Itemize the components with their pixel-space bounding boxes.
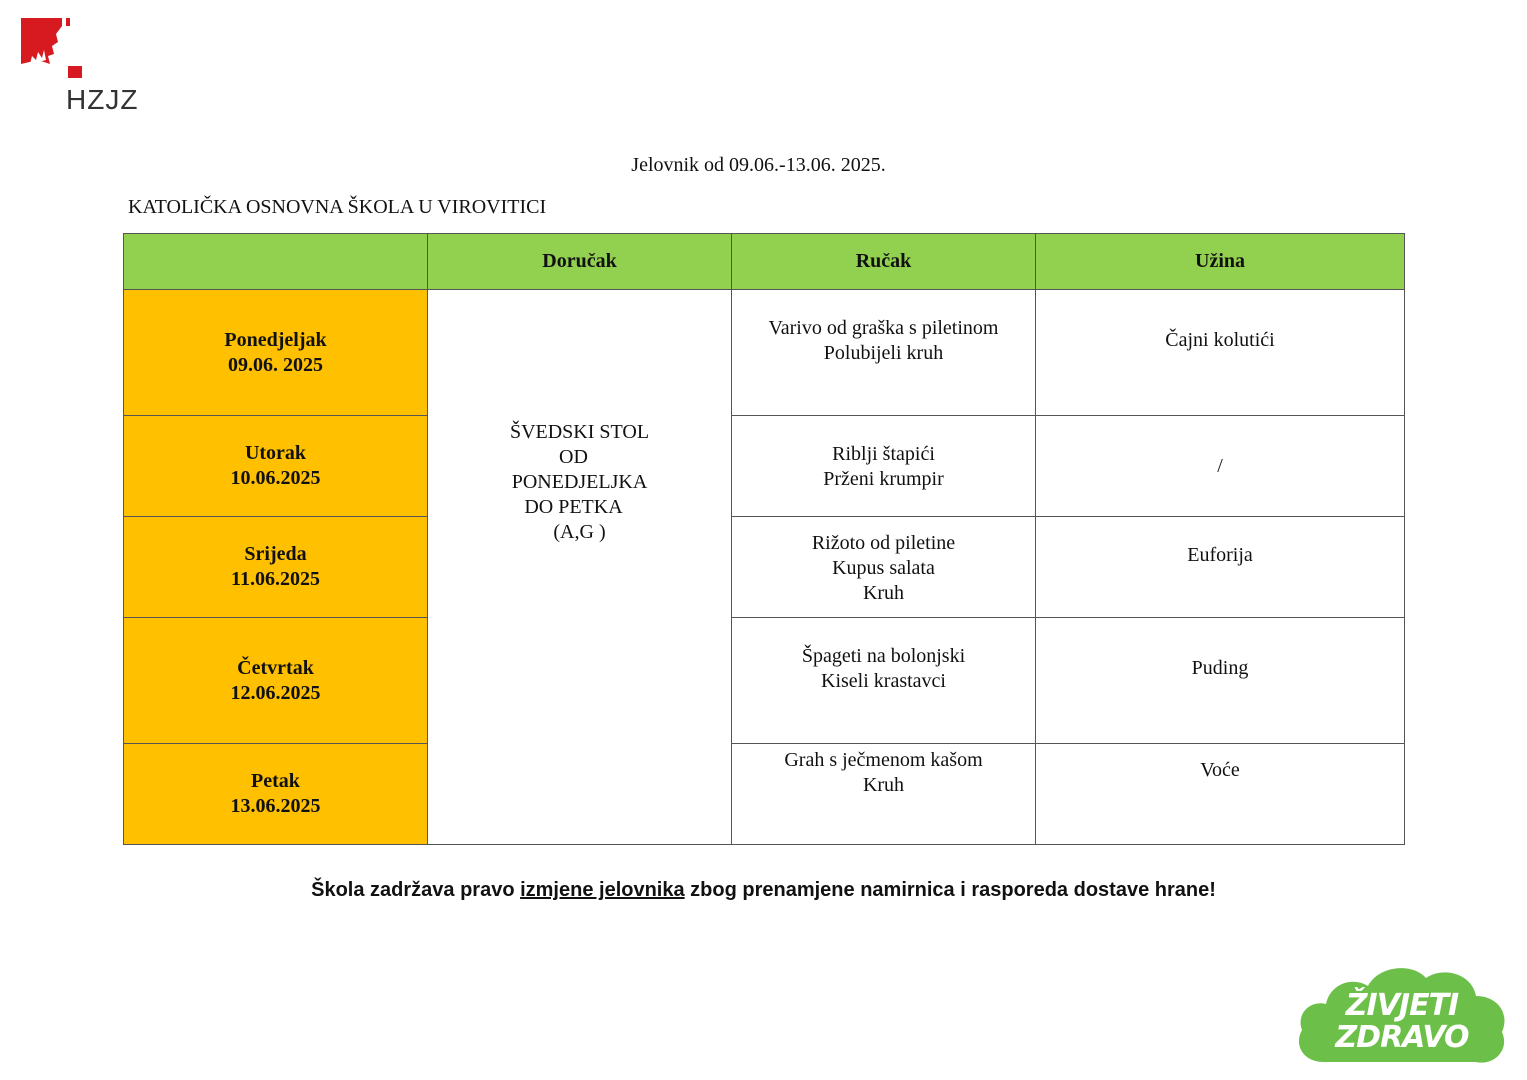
table-row xyxy=(124,517,1405,618)
breakfast-line: ŠVEDSKI STOL xyxy=(509,420,650,443)
day-cell xyxy=(124,290,428,416)
day-name: Četvrtak xyxy=(237,656,314,679)
lunch-line: Špageti na bolonjski xyxy=(801,645,966,667)
breakfast-cell xyxy=(428,290,732,845)
hzjz-logo xyxy=(18,16,148,116)
table-row xyxy=(124,416,1405,517)
school-name: KATOLIČKA OSNOVNA ŠKOLA U VIROVITICI xyxy=(128,196,547,218)
day-name: Petak xyxy=(251,770,300,792)
header-breakfast: Doručak xyxy=(428,234,732,290)
day-cell xyxy=(124,618,428,744)
notice-before: Škola zadržava pravo xyxy=(311,879,521,901)
snack-cell xyxy=(1036,517,1405,618)
day-cell xyxy=(124,416,428,517)
badge-text xyxy=(1294,990,1510,1054)
day-date: 09.06. 2025 xyxy=(228,353,323,376)
snack-cell xyxy=(1036,618,1405,744)
zivjeti-zdravo-badge xyxy=(1294,962,1510,1072)
day-name: Srijeda xyxy=(244,543,307,565)
lunch-line: Prženi krumpir xyxy=(823,468,944,490)
snack-cell xyxy=(1036,744,1405,845)
breakfast-line: OD xyxy=(559,445,588,468)
day-date: 13.06.2025 xyxy=(230,795,321,817)
lunch-line: Polubijeli kruh xyxy=(823,342,944,364)
notice-underlined: izmjene jelovnika xyxy=(520,879,685,901)
snack-text: Voće xyxy=(1200,759,1240,781)
snack-text: Čajni kolutići xyxy=(1165,329,1275,351)
day-cell xyxy=(124,517,428,618)
notice-after: zbog prenamjene namirnica i rasporeda dostave hrane! xyxy=(684,879,1216,901)
lunch-line: Riblji štapići xyxy=(832,443,935,465)
day-date: 11.06.2025 xyxy=(231,568,320,590)
day-name: Ponedjeljak xyxy=(224,328,327,351)
day-date: 12.06.2025 xyxy=(230,681,321,704)
badge-line2: ZDRAVO xyxy=(1335,1020,1469,1055)
snack-text: / xyxy=(1217,455,1223,477)
day-date: 10.06.2025 xyxy=(230,467,321,489)
lunch-cell xyxy=(732,416,1036,517)
lunch-line: Grah s ječmenom kašom xyxy=(784,749,983,771)
lunch-cell xyxy=(732,744,1036,845)
day-cell xyxy=(124,744,428,845)
table-row xyxy=(124,618,1405,744)
breakfast-line: (A,G ) xyxy=(553,520,606,543)
header-snack: Užina xyxy=(1036,234,1405,290)
lunch-line: Rižoto od piletine xyxy=(811,532,956,554)
breakfast-line: PONEDJELJKA xyxy=(511,470,648,493)
lunch-line: Kupus salata xyxy=(832,557,935,579)
snack-cell xyxy=(1036,290,1405,416)
lunch-cell xyxy=(732,618,1036,744)
breakfast-line: DO PETKA xyxy=(524,495,623,518)
header-empty xyxy=(124,234,428,290)
lunch-line: Kruh xyxy=(862,582,905,604)
lunch-cell xyxy=(732,517,1036,618)
menu-notice xyxy=(0,879,1527,902)
snack-text: Puding xyxy=(1191,657,1249,679)
snack-cell xyxy=(1036,416,1405,517)
menu-title: Jelovnik od 09.06.-13.06. 2025. xyxy=(631,154,886,176)
table-row xyxy=(124,290,1405,416)
lunch-line: Varivo od graška s piletinom xyxy=(768,317,999,339)
snack-text: Euforija xyxy=(1187,544,1253,566)
lunch-line: Kiseli krastavci xyxy=(821,670,946,692)
badge-line1: ŽIVJETI xyxy=(1345,988,1459,1023)
menu-table xyxy=(123,233,1405,845)
day-name: Utorak xyxy=(244,442,307,464)
hzjz-logo-icon xyxy=(18,16,88,80)
lunch-cell xyxy=(732,290,1036,416)
header-row xyxy=(124,234,1405,290)
header-lunch: Ručak xyxy=(732,234,1036,290)
table-row xyxy=(124,744,1405,845)
lunch-line: Kruh xyxy=(862,774,905,796)
hzjz-logo-text: HZJZ xyxy=(66,84,139,115)
